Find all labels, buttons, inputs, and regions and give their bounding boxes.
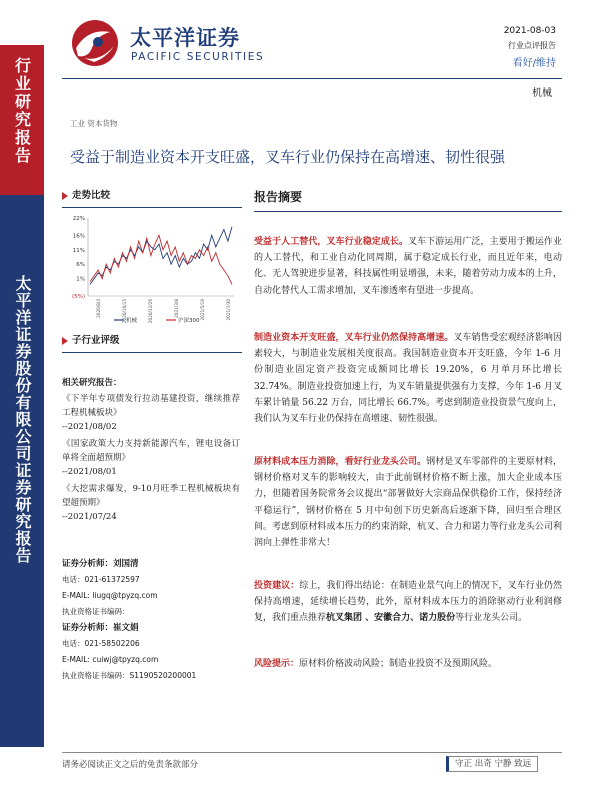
related-item-title: 《国家政策大力支持新能源汽车，锂电设备订单将全面超预期》 (62, 439, 240, 463)
footer-disclaimer: 请务必阅读正文之后的免责条款部分 (62, 760, 199, 770)
trend-heading (62, 188, 242, 208)
triangle-bullet-icon (62, 337, 68, 345)
y-tick-label: 22% (72, 216, 85, 222)
rating-section (62, 333, 242, 353)
y-tick-label: (5%) (71, 294, 85, 300)
analyst-email[interactable]: E-MAIL: cuiwj@tpyzq.com (62, 655, 159, 664)
report-meta (504, 26, 556, 69)
brand-name-cn: 太平洋证券 (130, 26, 240, 50)
pacific-logo-icon (70, 18, 120, 68)
summary-paragraph (254, 330, 562, 427)
related-item-date: --2021/08/01 (62, 467, 117, 477)
paragraph-lead: 投资建议： (254, 581, 300, 591)
trend-chart (62, 212, 242, 330)
x-tick-label: 2021/3/8 (174, 299, 179, 318)
y-tick-label: 11% (72, 247, 85, 254)
related-reports (62, 376, 240, 527)
sector-label: 机械 (532, 88, 552, 99)
analyst-license: 执业资格证书编码： (62, 607, 130, 616)
report-type: 行业点评报告 (508, 41, 556, 50)
brand-logo (70, 18, 280, 70)
summary-heading: 报告摘要 (254, 188, 562, 212)
side-band-top (0, 45, 44, 195)
summary-paragraph (254, 234, 562, 299)
analyst-1 (62, 556, 240, 620)
x-tick-label: 2021/7/30 (226, 299, 231, 321)
industry-rating: 看好/维持 (512, 58, 556, 69)
triangle-bullet-icon (62, 192, 68, 200)
related-item-date: --2021/08/02 (62, 422, 117, 432)
footer-motto: 守正 出奇 宁静 致远 (446, 756, 538, 772)
series-line (90, 235, 232, 284)
y-tick-label: 16% (72, 233, 85, 240)
paragraph-lead: 制造业资本开支旺盛，叉车行业仍然保持高增速。 (254, 333, 454, 343)
paragraph-body: 钢材是叉车零部件的主要原材料，钢材价格对叉车的影响较大，由于此前钢材价格不断上涨，加大企业成本压力，但随着国务院常务会议提出“部署做好大宗商品保供稳价工作，保持经济平稳运行”，钢材价格在 5 月中旬创下历史新高后逐渐下降，回归至合理区间。考虑到原材料成本压力的约束消除，杭叉、合力和诺力等行业龙头公司利润向上弹性非常大！ (254, 457, 562, 549)
side-band-top-label: 行业研究报告 (12, 57, 32, 165)
related-heading: 相关研究报告： (62, 378, 122, 388)
paragraph-body: 原材料价格波动风险；制造业投资不及预期风险。 (299, 659, 498, 669)
series-line (90, 227, 232, 285)
analyst-phone: 电话：021-61372597 (62, 575, 140, 584)
summary-paragraph (254, 454, 562, 551)
trend-heading-label: 走势比较 (72, 190, 111, 201)
industry-path: 工业 资本货物 (70, 119, 118, 128)
recommended-stocks: 杭叉集团 、安徽合力、诺力股份 (326, 613, 456, 624)
analyst-license: 执业资格证书编码：S1190520200001 (62, 671, 197, 680)
analyst-2 (62, 620, 240, 684)
legend-label: 机械 (126, 318, 138, 324)
footer-divider (62, 752, 562, 753)
x-tick-label: 2020/12/26 (148, 299, 153, 324)
related-item-title: 《大挖需求爆发，9-10月旺季工程机械板块有望超预期》 (62, 484, 240, 508)
related-item-date: --2021/07/24 (62, 512, 117, 522)
rating-heading (62, 333, 242, 353)
report-date: 2021-08-03 (503, 26, 556, 36)
y-tick-label: 1% (76, 276, 85, 283)
paragraph-body: 叉车销售受宏观经济影响因素较大，与制造业发展相关度很高。我国制造业资本开支旺盛，今年 1-6 月份制造业固定资产投资完成额同比增长 19.20%，6 月单月环比增长 32.74%。制造业投资加速上行，为叉车销量提供强有力支撑，今年 1-6 月叉车累计销量 56.22 万台，同比增长 66.7%。考虑到制造业投资景气度向上，我们认为叉车行业仍保持在高增速、韧性很强。 (254, 333, 562, 425)
rating-heading-label: 子行业评级 (72, 335, 120, 346)
paragraph-body: 叉车下游运用广泛，主要用于搬运作业的人工替代，和工业自动化同周期，属于稳定成长行业，而且近年来，电动化、无人驾驶进步显著，科技属性明显增强，未来，随着劳动力成本的上升，自动化替代人工需求增加，叉车渗透率有望进一步提高。 (254, 237, 562, 296)
paragraph-body: 综上，我们得出结论：在制造业景气向上的情况下，叉车行业仍然保持高增速，延续增长趋势，此外，原材料成本压力的消除驱动行业利润修复，我们重点推荐 (254, 581, 562, 624)
brand-name-en: PACIFIC SECURITIES (131, 51, 265, 63)
analyst-name: 刘国清 (113, 559, 139, 569)
paragraph-body: 等行业龙头公司。 (455, 613, 528, 624)
x-tick-label: 2021/5/19 (200, 299, 205, 321)
report-title: 受益于制造业资本开支旺盛，叉车行业仍保持在高增速、韧性很强 (70, 148, 506, 166)
x-tick-label: 2020/10/15 (122, 299, 127, 324)
legend-label: 沪深300 (178, 318, 200, 324)
paragraph-lead: 风险提示： (254, 659, 300, 669)
x-tick-label: 2020/8/4 (96, 299, 101, 318)
side-band (0, 45, 44, 747)
y-tick-label: 6% (76, 262, 85, 269)
side-band-bottom-label: 太平洋证券股份有限公司证券研究报告 (13, 275, 32, 564)
analyst-role: 证券分析师： (62, 559, 114, 569)
analyst-email[interactable]: E-MAIL: liugq@tpyzq.com (62, 591, 158, 600)
paragraph-lead: 原材料成本压力消除，看好行业龙头公司。 (254, 457, 427, 467)
analyst-name: 崔文娟 (113, 623, 139, 633)
risk-warning (254, 656, 562, 672)
analyst-block (62, 556, 240, 684)
analyst-phone: 电话：021-58502206 (62, 639, 140, 648)
analyst-role: 证券分析师： (62, 623, 114, 633)
investment-advice (254, 578, 562, 627)
summary-section (254, 188, 562, 212)
header-divider (62, 78, 562, 79)
trend-section (62, 188, 242, 208)
paragraph-lead: 受益于人工替代，叉车行业稳定成长。 (254, 237, 409, 247)
related-item-title: 《下半年专项债发行拉动基建投资，继续推荐工程机械板块》 (62, 394, 240, 418)
